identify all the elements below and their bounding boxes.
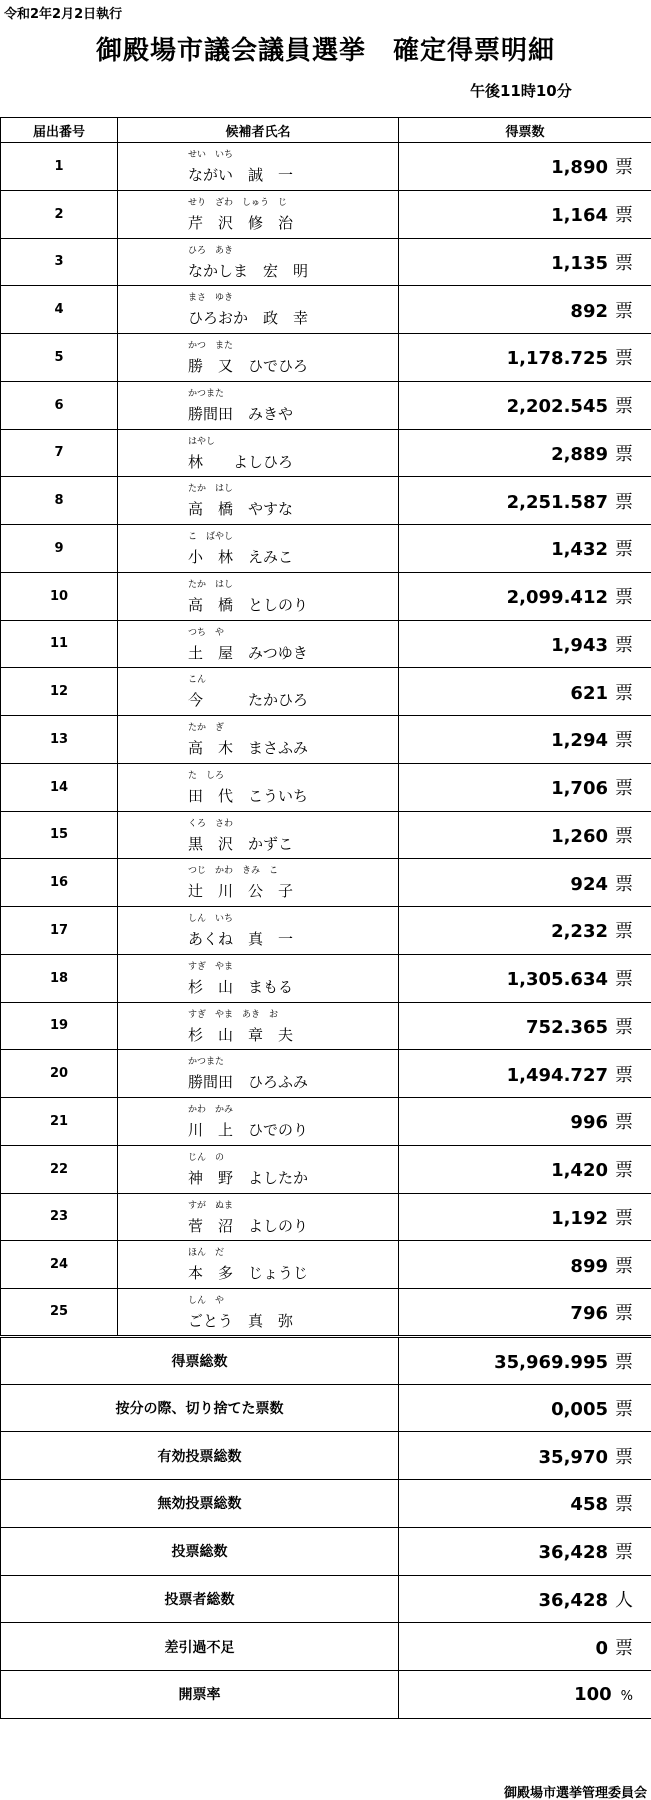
candidate-number: 14 bbox=[1, 763, 118, 811]
candidate-number: 1 bbox=[1, 143, 118, 191]
summary-label: 無効投票総数 bbox=[1, 1480, 399, 1528]
summary-value: 35,970 bbox=[538, 1446, 608, 1468]
candidate-name: 勝間田 ひろふみ bbox=[188, 1073, 309, 1092]
votes-unit: 票 bbox=[615, 873, 633, 895]
summary-value: 35,969.995 bbox=[494, 1351, 608, 1373]
candidate-name: ひろおか 政 幸 bbox=[188, 309, 309, 328]
candidate-votes-cell bbox=[399, 1193, 651, 1241]
candidate-name-cell bbox=[118, 1002, 399, 1050]
candidate-votes: 1,494.727 bbox=[506, 1064, 608, 1086]
candidate-votes: 2,251.587 bbox=[506, 491, 608, 513]
candidate-ruby: ひろ あき bbox=[188, 245, 234, 256]
summary-label: 投票総数 bbox=[1, 1527, 399, 1575]
table-row bbox=[1, 1241, 651, 1289]
summary-value: 36,428 bbox=[538, 1589, 608, 1611]
votes-unit: 票 bbox=[615, 252, 633, 274]
summary-row bbox=[1, 1480, 651, 1528]
candidate-number: 12 bbox=[1, 668, 118, 716]
table-row bbox=[1, 1098, 651, 1146]
candidate-votes: 1,164 bbox=[551, 205, 608, 227]
table-row bbox=[1, 334, 651, 382]
candidate-ruby: たか はし bbox=[188, 484, 234, 495]
candidate-name: 今 たかひろ bbox=[188, 691, 309, 710]
candidate-name: 勝間田 みきや bbox=[188, 404, 294, 423]
table-row bbox=[1, 190, 651, 238]
candidate-number: 15 bbox=[1, 811, 118, 859]
votes-unit: 票 bbox=[615, 205, 633, 227]
summary-row bbox=[1, 1384, 651, 1432]
table-row bbox=[1, 238, 651, 286]
candidate-number: 16 bbox=[1, 859, 118, 907]
candidate-ruby: た しろ bbox=[188, 770, 225, 781]
summary-row bbox=[1, 1575, 651, 1623]
candidate-votes-cell bbox=[399, 620, 651, 668]
table-row bbox=[1, 381, 651, 429]
candidate-votes: 621 bbox=[570, 682, 608, 704]
candidate-ruby: かわ かみ bbox=[188, 1105, 234, 1115]
candidate-ruby: こ ばやし bbox=[188, 532, 234, 542]
candidate-name: 高 木 まさふみ bbox=[188, 739, 309, 757]
candidate-name: 杉 山 章 夫 bbox=[188, 1025, 294, 1044]
table-row bbox=[1, 1193, 651, 1241]
candidate-name-cell bbox=[118, 334, 399, 382]
candidate-ruby: つじ かわ きみ こ bbox=[188, 866, 279, 877]
summary-row bbox=[1, 1527, 651, 1575]
candidate-votes: 1,943 bbox=[551, 634, 608, 656]
candidate-name-cell bbox=[118, 477, 399, 525]
summary-value-cell bbox=[399, 1671, 651, 1719]
votes-unit: 票 bbox=[615, 1255, 633, 1277]
candidate-votes: 1,420 bbox=[551, 1160, 608, 1182]
candidate-name-cell bbox=[118, 286, 399, 334]
candidate-votes-cell bbox=[399, 954, 651, 1002]
votes-unit: 票 bbox=[615, 730, 633, 752]
candidate-name-cell bbox=[118, 859, 399, 907]
summary-unit: % bbox=[620, 1688, 633, 1704]
candidate-ruby: すぎ やま bbox=[188, 961, 234, 972]
candidate-name-cell bbox=[118, 1241, 399, 1289]
candidate-name-cell bbox=[118, 1050, 399, 1098]
votes-unit: 票 bbox=[615, 1016, 633, 1038]
candidate-votes: 1,192 bbox=[551, 1207, 608, 1229]
table-row bbox=[1, 143, 651, 191]
candidate-ruby: こん bbox=[188, 675, 207, 686]
candidate-ruby: せり ざわ しゅう じ bbox=[188, 197, 288, 208]
candidate-name: 辻 川 公 子 bbox=[188, 882, 294, 901]
candidate-name: ながい 誠 一 bbox=[188, 166, 294, 184]
candidate-votes-cell bbox=[399, 572, 651, 620]
table-row bbox=[1, 477, 651, 525]
candidate-ruby: つち や bbox=[188, 627, 225, 638]
votes-unit: 票 bbox=[615, 443, 633, 465]
candidate-votes: 1,706 bbox=[551, 778, 608, 800]
candidate-ruby: かつまた bbox=[188, 388, 225, 399]
candidate-name-cell bbox=[118, 763, 399, 811]
table-row bbox=[1, 907, 651, 955]
candidate-votes-cell bbox=[399, 143, 651, 191]
table-header bbox=[1, 118, 651, 143]
report-time: 午後11時10分 bbox=[470, 82, 572, 100]
candidate-votes-cell bbox=[399, 907, 651, 955]
summary-value: 0,005 bbox=[551, 1398, 608, 1420]
candidate-votes-cell bbox=[399, 190, 651, 238]
candidate-number: 8 bbox=[1, 477, 118, 525]
table-row bbox=[1, 1002, 651, 1050]
candidate-name: 高 橋 としのり bbox=[188, 595, 309, 614]
candidate-ruby: はやし bbox=[188, 436, 216, 447]
candidate-votes-cell bbox=[399, 1098, 651, 1146]
candidate-votes-cell bbox=[399, 525, 651, 573]
candidate-name: 本 多 じょうじ bbox=[188, 1264, 309, 1283]
table-row bbox=[1, 572, 651, 620]
votes-unit: 票 bbox=[615, 1064, 633, 1086]
candidate-name: あくね 真 一 bbox=[188, 930, 294, 948]
header-votes: 得票数 bbox=[399, 118, 651, 143]
table-row bbox=[1, 1145, 651, 1193]
candidate-votes: 892 bbox=[570, 300, 608, 322]
summary-row bbox=[1, 1671, 651, 1719]
candidate-name: 勝 又 ひでひろ bbox=[188, 357, 309, 375]
table-row bbox=[1, 1050, 651, 1098]
candidate-name: 土 屋 みつゆき bbox=[188, 643, 308, 662]
candidate-number: 13 bbox=[1, 716, 118, 764]
candidate-number: 7 bbox=[1, 429, 118, 477]
candidate-number: 18 bbox=[1, 954, 118, 1002]
candidate-votes-cell bbox=[399, 1241, 651, 1289]
candidate-votes: 1,178.725 bbox=[506, 348, 608, 370]
candidate-votes-cell bbox=[399, 429, 651, 477]
votes-unit: 票 bbox=[615, 682, 633, 704]
summary-value-cell bbox=[399, 1623, 651, 1671]
candidate-votes-cell bbox=[399, 238, 651, 286]
candidate-name-cell bbox=[118, 620, 399, 668]
header-number: 届出番号 bbox=[1, 118, 118, 143]
candidate-name: 芹 沢 修 治 bbox=[188, 213, 294, 232]
candidate-name-cell bbox=[118, 429, 399, 477]
candidate-votes-cell bbox=[399, 859, 651, 907]
summary-value: 36,428 bbox=[538, 1542, 608, 1564]
votes-unit: 票 bbox=[615, 1112, 633, 1134]
summary-label: 得票総数 bbox=[1, 1336, 399, 1384]
page-title: 御殿場市議会議員選挙 確定得票明細 bbox=[95, 36, 555, 66]
summary-unit: 票 bbox=[615, 1398, 633, 1420]
candidate-number: 21 bbox=[1, 1098, 118, 1146]
candidate-name-cell bbox=[118, 716, 399, 764]
candidate-votes: 752.365 bbox=[526, 1016, 608, 1038]
candidate-name-cell bbox=[118, 907, 399, 955]
votes-unit: 票 bbox=[615, 539, 633, 561]
summary-value-cell bbox=[399, 1527, 651, 1575]
candidate-number: 22 bbox=[1, 1145, 118, 1193]
candidate-votes: 1,294 bbox=[551, 730, 608, 752]
votes-unit: 票 bbox=[615, 778, 633, 800]
candidate-votes: 796 bbox=[570, 1302, 608, 1324]
candidate-name: 黒 沢 かずこ bbox=[188, 834, 294, 853]
table-row bbox=[1, 859, 651, 907]
candidate-votes-cell bbox=[399, 286, 651, 334]
candidate-ruby: じん の bbox=[188, 1152, 225, 1163]
candidate-name-cell bbox=[118, 572, 399, 620]
candidate-name-cell bbox=[118, 381, 399, 429]
candidate-name-cell bbox=[118, 1098, 399, 1146]
candidate-votes-cell bbox=[399, 1289, 651, 1337]
candidate-ruby: まさ ゆき bbox=[188, 293, 234, 304]
candidate-ruby: せい いち bbox=[188, 150, 234, 160]
table-row bbox=[1, 429, 651, 477]
candidate-name-cell bbox=[118, 1145, 399, 1193]
candidate-ruby: ほん だ bbox=[188, 1248, 225, 1259]
candidate-ruby: たか ぎ bbox=[188, 723, 225, 733]
votes-unit: 票 bbox=[615, 825, 633, 847]
candidate-votes-cell bbox=[399, 334, 651, 382]
votes-unit: 票 bbox=[615, 1302, 633, 1324]
candidate-votes: 1,260 bbox=[551, 825, 608, 847]
table-row bbox=[1, 1289, 651, 1337]
candidate-ruby: しん いち bbox=[188, 914, 234, 924]
summary-row bbox=[1, 1623, 651, 1671]
candidate-ruby: すが ぬま bbox=[188, 1200, 234, 1211]
candidate-number: 17 bbox=[1, 907, 118, 955]
candidate-name: なかしま 宏 明 bbox=[188, 261, 309, 280]
candidate-name-cell bbox=[118, 525, 399, 573]
summary-value: 100 bbox=[574, 1683, 612, 1705]
candidate-name-cell bbox=[118, 190, 399, 238]
candidate-name: 高 橋 やすな bbox=[188, 500, 294, 519]
table-row bbox=[1, 525, 651, 573]
candidate-name: 田 代 こういち bbox=[188, 786, 309, 805]
summary-value-cell bbox=[399, 1336, 651, 1384]
table-row bbox=[1, 954, 651, 1002]
votes-unit: 票 bbox=[615, 396, 633, 418]
candidate-votes-cell bbox=[399, 1145, 651, 1193]
table-row bbox=[1, 811, 651, 859]
candidate-votes-cell bbox=[399, 716, 651, 764]
summary-unit: 票 bbox=[615, 1542, 633, 1564]
candidate-votes-cell bbox=[399, 811, 651, 859]
candidate-number: 2 bbox=[1, 190, 118, 238]
candidate-name-cell bbox=[118, 954, 399, 1002]
candidate-name: 杉 山 まもる bbox=[188, 977, 294, 996]
candidate-votes: 924 bbox=[570, 873, 608, 895]
summary-value-cell bbox=[399, 1384, 651, 1432]
results-table bbox=[0, 117, 651, 1719]
table-row bbox=[1, 763, 651, 811]
summary-value-cell bbox=[399, 1480, 651, 1528]
summary-unit: 票 bbox=[615, 1494, 633, 1516]
candidate-ruby: かつ また bbox=[188, 341, 234, 351]
candidate-number: 11 bbox=[1, 620, 118, 668]
table-row bbox=[1, 620, 651, 668]
candidate-votes: 2,202.545 bbox=[506, 396, 608, 418]
candidate-votes-cell bbox=[399, 1050, 651, 1098]
votes-unit: 票 bbox=[615, 1160, 633, 1182]
election-date: 令和2年2月2日執行 bbox=[4, 7, 123, 22]
summary-unit: 票 bbox=[615, 1637, 633, 1659]
votes-unit: 票 bbox=[615, 1207, 633, 1229]
candidate-ruby: かつまた bbox=[188, 1057, 225, 1068]
candidate-name-cell bbox=[118, 811, 399, 859]
candidate-name-cell bbox=[118, 238, 399, 286]
candidate-number: 10 bbox=[1, 572, 118, 620]
candidate-votes: 2,889 bbox=[551, 443, 608, 465]
table-row bbox=[1, 286, 651, 334]
candidate-name-cell bbox=[118, 1289, 399, 1337]
candidate-name: 林 よしひろ bbox=[188, 452, 294, 471]
table-row bbox=[1, 716, 651, 764]
candidate-votes-cell bbox=[399, 1002, 651, 1050]
candidate-ruby: すぎ やま あき お bbox=[188, 1009, 279, 1020]
candidate-votes: 1,305.634 bbox=[506, 969, 608, 991]
candidate-votes-cell bbox=[399, 381, 651, 429]
candidate-ruby: たか はし bbox=[188, 579, 234, 590]
candidate-name-cell bbox=[118, 143, 399, 191]
candidate-name: 菅 沼 よしのり bbox=[188, 1216, 309, 1235]
candidate-number: 19 bbox=[1, 1002, 118, 1050]
candidate-number: 3 bbox=[1, 238, 118, 286]
candidate-number: 25 bbox=[1, 1289, 118, 1337]
candidate-votes: 2,099.412 bbox=[506, 587, 608, 609]
candidate-number: 5 bbox=[1, 334, 118, 382]
votes-unit: 票 bbox=[615, 587, 633, 609]
summary-unit: 票 bbox=[615, 1446, 633, 1468]
issuer: 御殿場市選挙管理委員会 bbox=[503, 1786, 647, 1800]
candidate-number: 24 bbox=[1, 1241, 118, 1289]
summary-row bbox=[1, 1432, 651, 1480]
candidate-votes: 1,432 bbox=[551, 539, 608, 561]
candidate-number: 9 bbox=[1, 525, 118, 573]
candidate-name-cell bbox=[118, 668, 399, 716]
candidate-number: 23 bbox=[1, 1193, 118, 1241]
candidate-name: 小 林 えみこ bbox=[188, 548, 294, 566]
votes-unit: 票 bbox=[615, 300, 633, 322]
candidate-votes: 996 bbox=[570, 1112, 608, 1134]
candidate-ruby: しん や bbox=[188, 1296, 225, 1306]
summary-value-cell bbox=[399, 1575, 651, 1623]
candidate-name: 神 野 よしたか bbox=[188, 1168, 309, 1187]
candidate-votes: 899 bbox=[570, 1255, 608, 1277]
candidate-number: 6 bbox=[1, 381, 118, 429]
summary-unit: 票 bbox=[615, 1351, 633, 1373]
candidate-votes: 2,232 bbox=[551, 921, 608, 943]
summary-label: 差引過不足 bbox=[1, 1623, 399, 1671]
votes-unit: 票 bbox=[615, 921, 633, 943]
summary-label: 投票者総数 bbox=[1, 1575, 399, 1623]
summary-value: 458 bbox=[570, 1494, 608, 1516]
candidate-name-cell bbox=[118, 1193, 399, 1241]
summary-label: 開票率 bbox=[1, 1671, 399, 1719]
candidate-votes: 1,135 bbox=[551, 252, 608, 274]
votes-unit: 票 bbox=[615, 157, 633, 179]
header-name: 候補者氏名 bbox=[118, 118, 399, 143]
candidate-name: ごとう 真 弥 bbox=[188, 1312, 294, 1330]
summary-label: 按分の際、切り捨てた票数 bbox=[1, 1384, 399, 1432]
summary-unit: 人 bbox=[615, 1589, 633, 1611]
candidate-name: 川 上 ひでのり bbox=[188, 1121, 309, 1139]
candidate-number: 20 bbox=[1, 1050, 118, 1098]
summary-value-cell bbox=[399, 1432, 651, 1480]
candidate-votes-cell bbox=[399, 763, 651, 811]
candidate-votes-cell bbox=[399, 668, 651, 716]
votes-unit: 票 bbox=[615, 969, 633, 991]
candidate-votes-cell bbox=[399, 477, 651, 525]
candidate-votes: 1,890 bbox=[551, 157, 608, 179]
candidate-number: 4 bbox=[1, 286, 118, 334]
summary-label: 有効投票総数 bbox=[1, 1432, 399, 1480]
votes-unit: 票 bbox=[615, 634, 633, 656]
votes-unit: 票 bbox=[615, 491, 633, 513]
table-row bbox=[1, 668, 651, 716]
summary-value: 0 bbox=[595, 1637, 608, 1659]
candidate-ruby: くろ さわ bbox=[188, 818, 234, 829]
summary-row bbox=[1, 1336, 651, 1384]
votes-unit: 票 bbox=[615, 348, 633, 370]
